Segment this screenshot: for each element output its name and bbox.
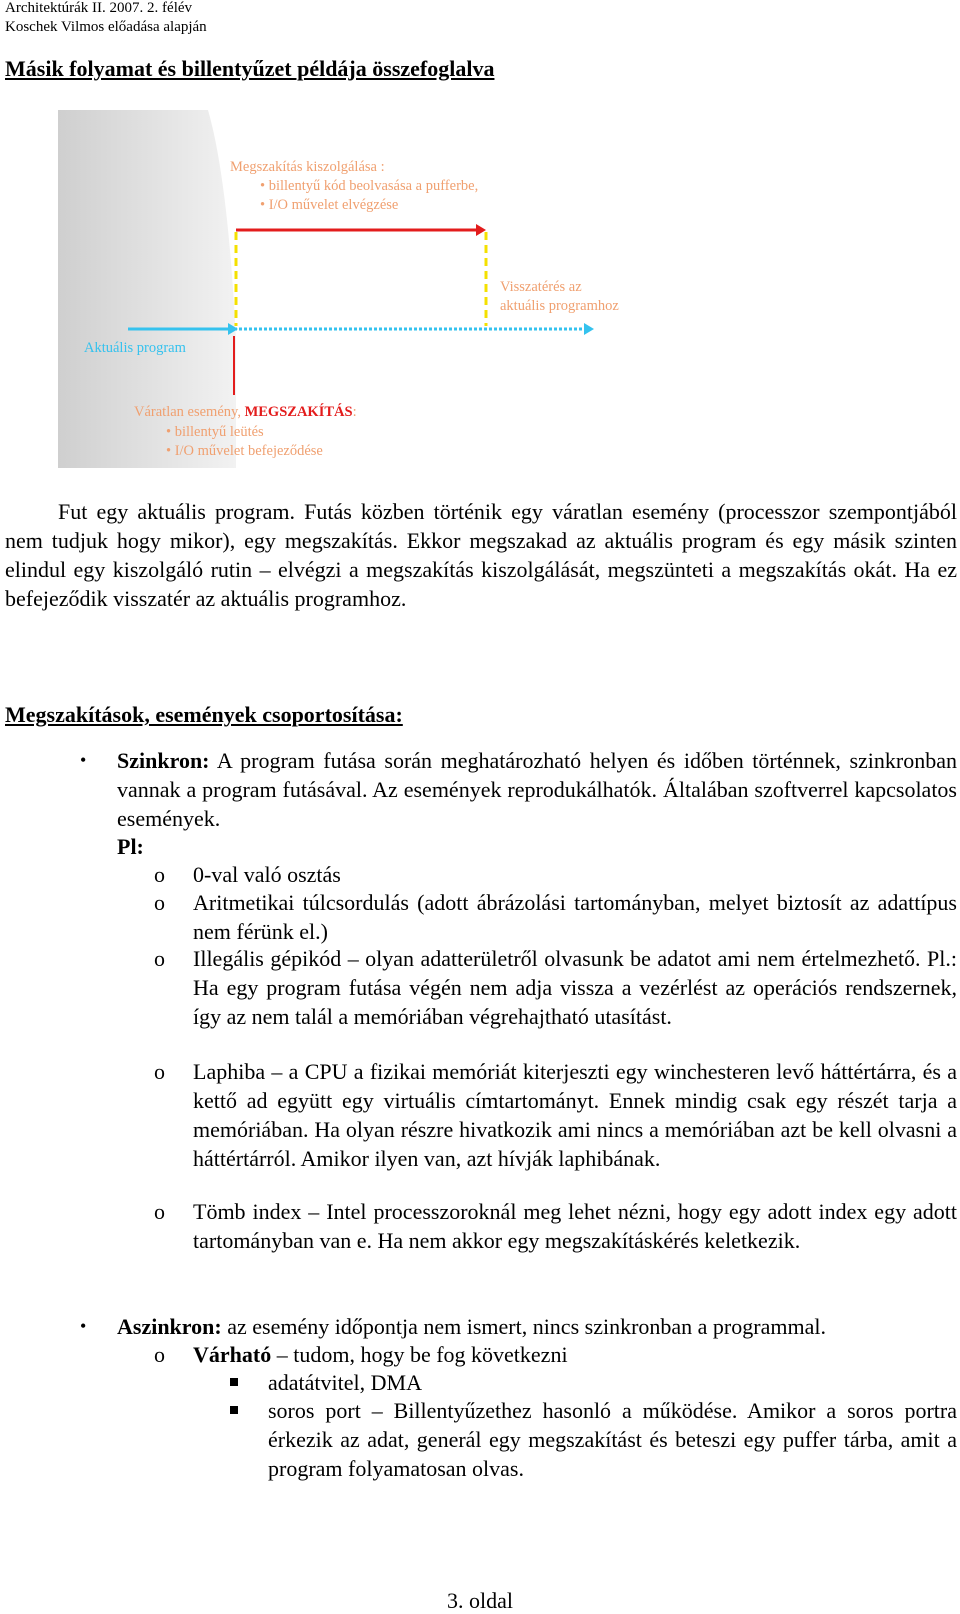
- return-label-1: Visszatérés az: [500, 279, 582, 295]
- o-marker: o: [154, 1199, 165, 1224]
- current-program-label: Aktuális program: [84, 340, 186, 356]
- o-marker: o: [154, 1342, 165, 1367]
- o-marker: o: [154, 890, 165, 915]
- square-bullet-icon: [230, 1378, 238, 1386]
- service-title: Megszakítás kiszolgálása :: [230, 159, 385, 175]
- async-sub-label: Várható: [193, 1342, 272, 1367]
- section-title: Megszakítások, események csoportosítása:: [5, 702, 403, 727]
- interrupt-diagram: [58, 110, 658, 475]
- async-sub-description: – tudom, hogy be fog következni: [271, 1342, 568, 1367]
- event-label: [134, 403, 357, 422]
- sync-label: Szinkron:: [117, 748, 210, 773]
- square-bullet-icon: [230, 1406, 238, 1414]
- service-item-2: • I/O művelet elvégzése: [260, 197, 399, 213]
- page-title: Másik folyamat és billentyűzet példája összefoglalva: [5, 56, 495, 81]
- service-item-1: • billentyű kód beolvasása a pufferbe,: [260, 178, 479, 194]
- async-item-2-text: soros port – Billentyűzethez hasonló a működése. Amikor a soros portra érkezik az adat, generál egy megszakítást és beteszi egy puffer tárba, amit a program folyamatosan olvas.: [268, 1398, 957, 1481]
- event-strong: MEGSZAKÍTÁS: [244, 404, 353, 420]
- sync-item-2-text: Aritmetikai túlcsordulás (adott ábrázolási tartományban, melyet biztosít az adattípus nem férünk el.): [193, 890, 957, 944]
- async-label: Aszinkron:: [117, 1314, 222, 1339]
- sync-item-1-text: 0-val való osztás: [193, 862, 341, 887]
- async-text: [117, 1312, 957, 1341]
- event-suffix: :: [352, 404, 357, 420]
- o-marker: o: [154, 1059, 165, 1084]
- o-marker: o: [154, 862, 165, 887]
- sync-pl: Pl:: [117, 834, 144, 859]
- async-sub-text: [193, 1340, 957, 1369]
- event-item-2: • I/O művelet befejeződése: [166, 443, 323, 459]
- header-line-1: Architektúrák II. 2007. 2. félév: [5, 0, 193, 16]
- return-arrow: [584, 323, 594, 335]
- o-marker: o: [154, 946, 165, 971]
- page-number: 3. oldal: [447, 1588, 513, 1613]
- bullet-dot: •: [80, 1316, 87, 1336]
- sync-text: [117, 746, 957, 833]
- event-item-1: • billentyű leütés: [166, 424, 264, 440]
- intro-paragraph: Fut egy aktuális program. Futás közben történik egy váratlan esemény (processzor szempontjából nem tudjuk hogy mikor), egy megszakítás. Ekkor megszakad az aktuális program és egy másik szinten elindul egy kiszolgáló rutin – elvégzi a megszakítás kiszolgálását, megszünteti a megszakítás okát. Ha ez befejeződik visszatér az aktuális programhoz.: [5, 499, 957, 611]
- async-description: az esemény időpontja nem ismert, nincs szinkronban a programmal.: [221, 1314, 826, 1339]
- bullet-dot: •: [80, 750, 87, 770]
- sync-item-4-text: Laphiba – a CPU a fizikai memóriát kiterjeszti egy winchesteren levő háttértárra, és a kettő ad együtt egy virtuális címtartományt. Ennek mindig csak egy részét tarja a memóriában. Ha olyan részre hivatkozik ami nincs a memóriában azt be kell olvasni a háttértárról. Amikor ilyen van, azt hívják laphibának.: [193, 1059, 957, 1171]
- sync-item-3-text: Illegális gépikód – olyan adatterületről olvasunk be adatot ami nem értelmezhető. Pl.: Ha egy program futása végén nem adja vissza a vezérlést az operációs rendszernek, így az nem talál a memóriában végrehajtható utasítást.: [193, 946, 957, 1029]
- return-label-2: aktuális programhoz: [500, 298, 619, 314]
- event-prefix: Váratlan esemény,: [134, 404, 245, 420]
- sync-item-5-text: Tömb index – Intel processzoroknál meg lehet nézni, hogy egy adott index egy adott tartományban van e. Ha nem akkor egy megszakításkérés keletkezik.: [193, 1199, 957, 1253]
- async-item-1-text: adatátvitel, DMA: [268, 1370, 422, 1395]
- header-line-2: Koschek Vilmos előadása alapján: [5, 19, 207, 35]
- sync-description: A program futása során meghatározható helyen és időben történnek, szinkronban vannak a program futásával. Az események reprodukálhatók. Általában szoftverrel kapcsolatos események.: [117, 748, 957, 831]
